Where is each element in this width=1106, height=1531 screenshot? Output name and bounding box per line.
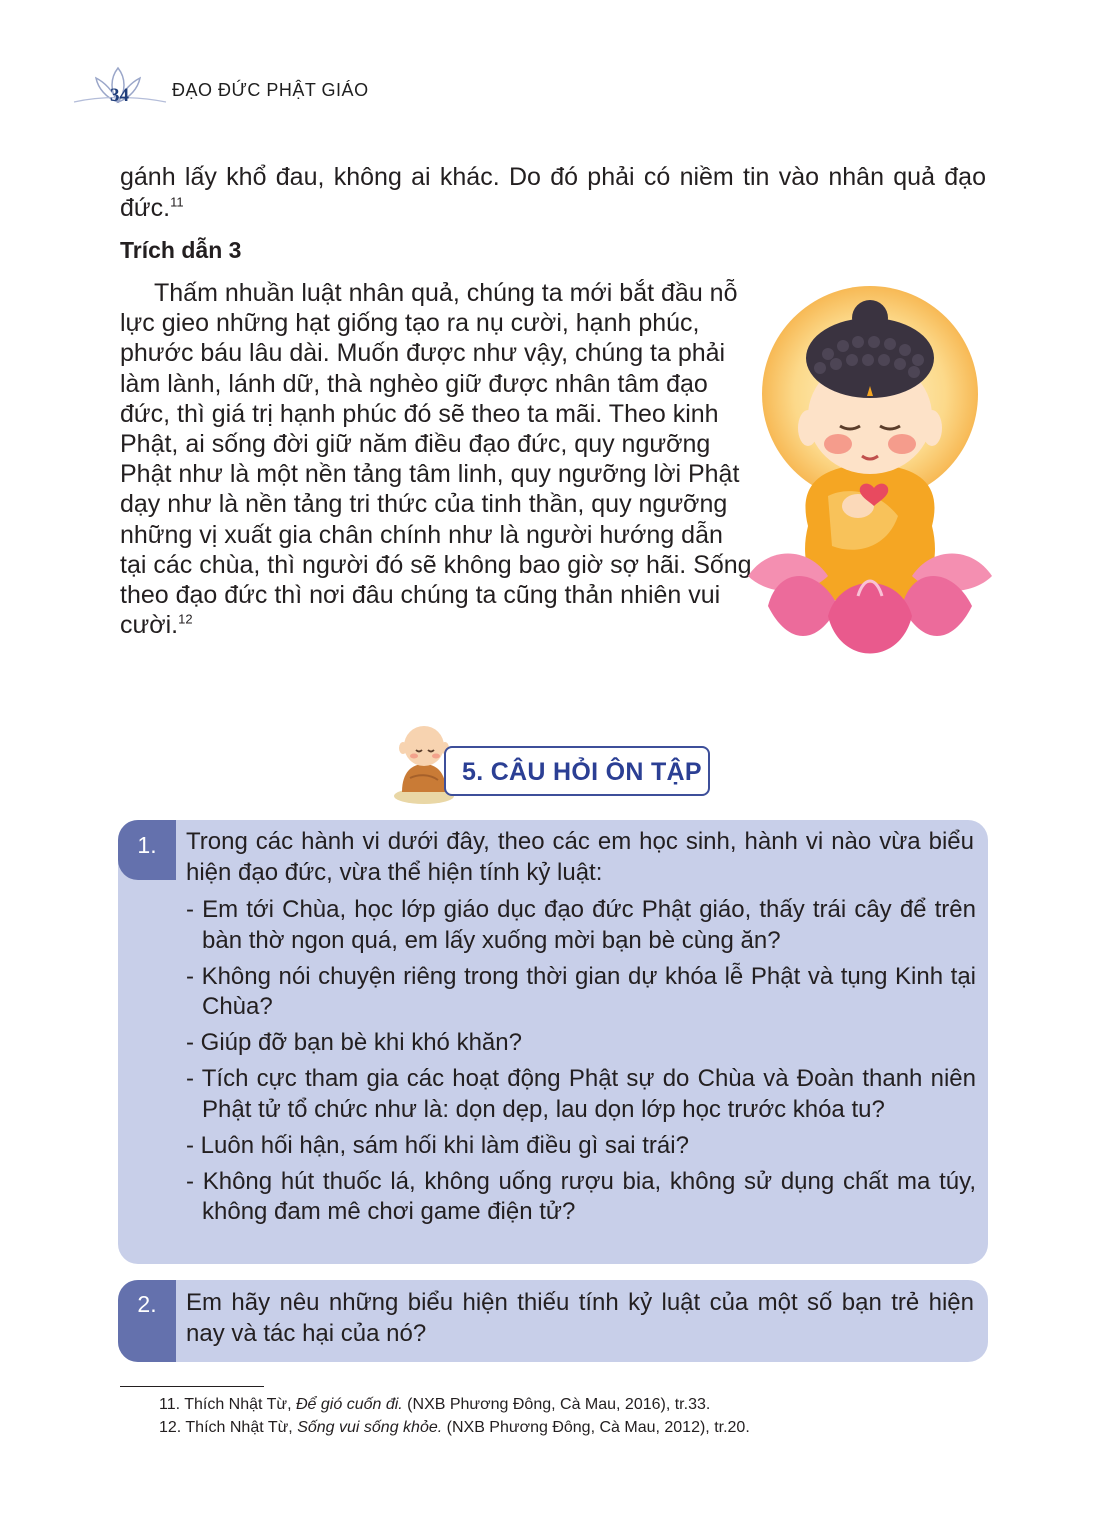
intro-text: gánh lấy khổ đau, không ai khác. Do đó phải có niềm tin vào nhân quả đạo đức. [120,163,986,222]
question-number-tab [118,1280,176,1362]
footnote-ref-12: 12 [178,611,193,627]
buddha-illustration [728,276,1018,676]
quote-paragraph [120,278,756,640]
footnote-11 [159,1393,979,1416]
footnote-publisher: (NXB Phương Đông, Cà Mau, 2012), tr.20. [442,1419,750,1436]
question-1-box [118,820,988,1264]
question-options [186,895,976,1233]
intro-paragraph [120,162,986,224]
footnote-publisher: (NXB Phương Đông, Cà Mau, 2016), tr.33. [402,1396,711,1413]
footnote-author: 11. Thích Nhật Từ, [159,1396,296,1413]
question-text: Em hãy nêu những biểu hiện thiếu tính kỷ luật của một số bạn trẻ hiện nay và tác hại của nó? [186,1289,974,1347]
option-item: - Giúp đỡ bạn bè khi khó khăn? [186,1029,522,1056]
footnote-12 [159,1416,979,1439]
option-item: - Tích cực tham gia các hoạt động Phật sự do Chùa và Đoàn thanh niên Phật tử tổ chức như là: dọn dẹp, lau dọn lớp học trước khóa tu? [186,1065,976,1123]
option-item: - Không nói chuyện riêng trong thời gian dự khóa lễ Phật và tụng Kinh tại Chùa? [186,962,976,1020]
question-number-tab [118,820,176,880]
question-number: 1. [137,832,157,858]
page-number: 34 [110,85,129,106]
option-item: - Em tới Chùa, học lớp giáo dục đạo đức Phật giáo, thấy trái cây để trên bàn thờ ngon quá, em lấy xuống mời bạn bè cùng ăn? [186,896,976,954]
footnote-divider [120,1386,264,1387]
option-item: - Không hút thuốc lá, không uống rượu bia, không sử dụng chất ma túy, không đam mê chơi game điện tử? [186,1167,976,1225]
section-title-box [444,746,710,796]
footnote-work-title: Để gió cuốn đi. [296,1396,403,1413]
quote-text: Thấm nhuần luật nhân quả, chúng ta mới bắt đầu nỗ lực gieo những hạt giống tạo ra nụ cười, hạnh phúc, phước báu lâu dài. Muốn được như vậy, chúng ta phải làm lành, lánh dữ, thà nghèo giữ được nhân tâm đạo đức, thì giá trị hạnh phúc đó sẽ theo ta mãi. Theo kinh Phật, ai sống đời giữ năm điều đạo đức, quy ngưỡng Phật như là một nền tảng tâm linh, quy ngưỡng lời Phật dạy như là nền tảng tri thức của tinh thần, quy ngưỡng những vị xuất gia chân chính như là người hướng dẫn tại các chùa, thì người đó sẽ không bao giờ sợ hãi. Sống theo đạo đức thì nơi đâu chúng ta cũng thản nhiên vui cười. [120,279,752,640]
section-title: 5. CÂU HỎI ÔN TẬP [462,758,702,786]
quote-heading: Trích dẫn 3 [120,237,242,263]
book-title: ĐẠO ĐỨC PHẬT GIÁO [172,80,369,100]
question-number: 2. [137,1291,157,1317]
footnote-work-title: Sống vui sống khỏe. [297,1419,443,1436]
page-header [70,62,470,112]
section-banner [388,718,718,810]
footnotes [159,1393,979,1439]
footnote-ref-11: 11 [170,194,184,210]
option-item: - Luôn hối hận, sám hối khi làm điều gì sai trái? [186,1131,689,1159]
footnote-author: 12. Thích Nhật Từ, [159,1419,298,1436]
question-text: Trong các hành vi dưới đây, theo các em học sinh, hành vi nào vừa biểu hiện đạo đức, vừa thể hiện tính kỷ luật: [186,828,974,886]
question-2-box [118,1280,988,1362]
